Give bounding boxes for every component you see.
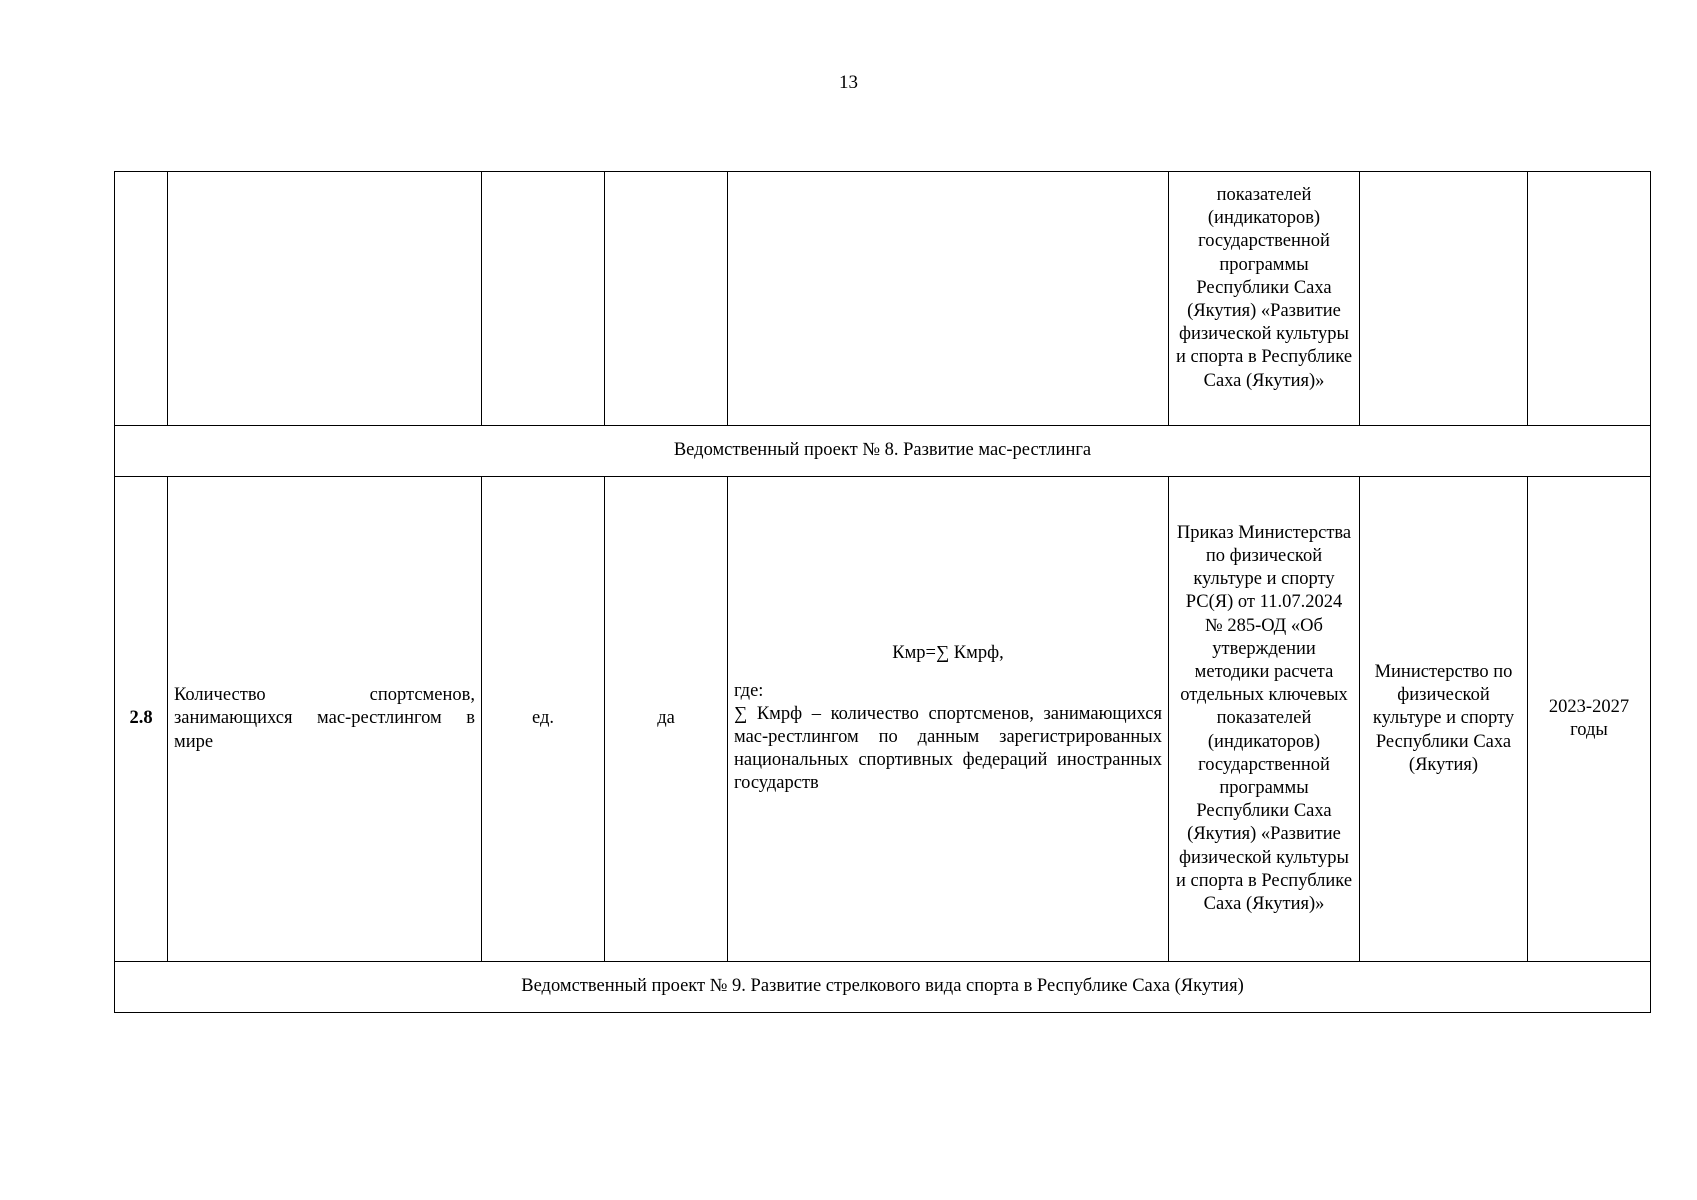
cell-unit-empty (482, 172, 605, 426)
formula-description: ∑ Кмрф – количество спортсменов, занимающихся мас-рестлингом по данным зарегистрированных национальных спортивных федераций иностранных государств (734, 703, 1162, 794)
formula-expression: Кмр=∑ Кмрф, (892, 643, 1004, 664)
section-row-8 (115, 426, 1651, 477)
page-number: 13 (839, 72, 858, 93)
cell-period: 2023-2027 годы (1528, 477, 1651, 962)
section-row-9 (115, 962, 1651, 1013)
cell-formula-empty (728, 172, 1169, 426)
cell-responsible: Министерство по физической культуре и спорту Республики Саха (Якутия) (1360, 477, 1528, 962)
cell-num: 2.8 (115, 477, 168, 962)
section-title-9: Ведомственный проект № 9. Развитие стрелкового вида спорта в Республике Саха (Якутия) (115, 962, 1651, 1013)
cell-period-empty (1528, 172, 1651, 426)
cell-doc-continued: показателей (индикаторов) государственной программы Республики Саха (Якутия) «Развитие физической культуры и спорта в Республике Саха (Якутия)» (1169, 172, 1360, 426)
cell-unit: ед. (482, 477, 605, 962)
cell-formula (728, 477, 1169, 962)
cell-indicator-name: Количество спортсменов, занимающихся мас-рестлингом в мире (168, 477, 482, 962)
section-title-8: Ведомственный проект № 8. Развитие мас-рестлинга (115, 426, 1651, 477)
cell-flag-empty (605, 172, 728, 426)
indicator-table (114, 171, 1651, 1013)
cell-responsible-empty (1360, 172, 1528, 426)
formula-where: где: (734, 680, 764, 701)
cell-num-empty (115, 172, 168, 426)
cell-doc: Приказ Министерства по физической культуре и спорту РС(Я) от 11.07.2024 № 285-ОД «Об утверждении методики расчета отдельных ключевых показателей (индикаторов) государственной программы Республики Саха (Якутия) «Развитие физической культуры и спорта в Республике Саха (Якутия)» (1169, 477, 1360, 962)
table-row-2-8 (115, 477, 1651, 962)
cell-name-empty (168, 172, 482, 426)
table-row-continued (115, 172, 1651, 426)
cell-flag: да (605, 477, 728, 962)
